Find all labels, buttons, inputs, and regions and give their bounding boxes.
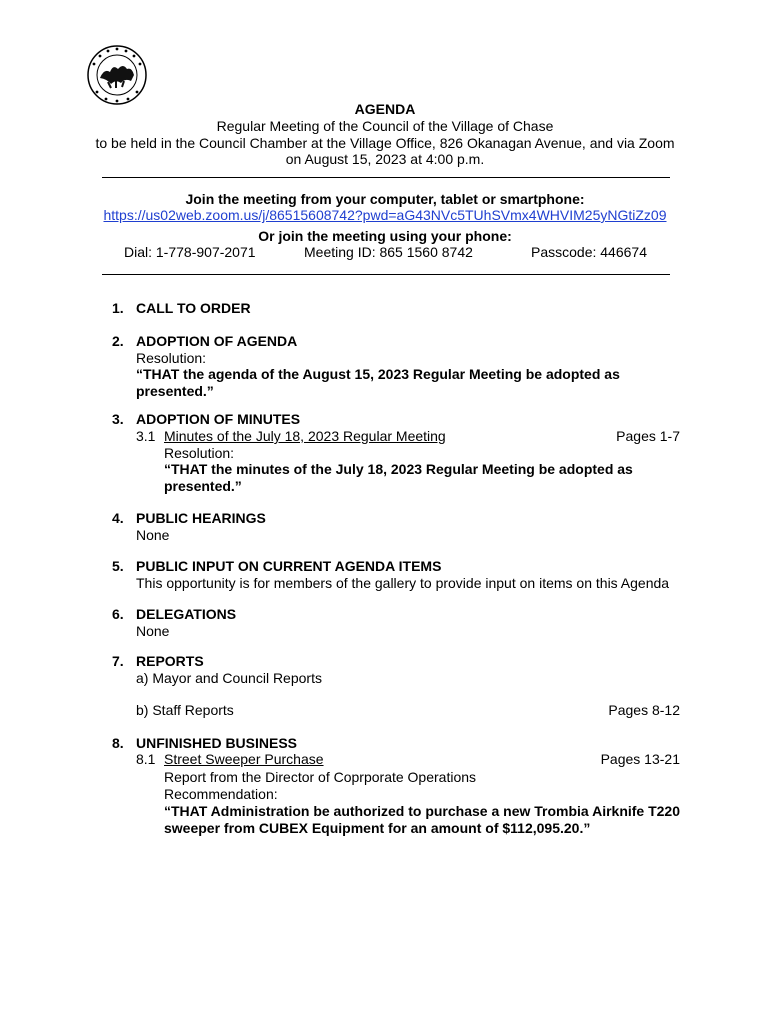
item-public-hearings: PUBLIC HEARINGS (136, 510, 266, 526)
phone-details (0, 244, 770, 262)
item-body: This opportunity is for members of the gallery to provide input on items on this Agenda (136, 575, 670, 591)
meeting-location: to be held in the Council Chamber at the Village Office, 826 Okanagan Avenue, and via Zoom (95, 135, 675, 151)
item-adoption-of-agenda: ADOPTION OF AGENDA (136, 333, 298, 349)
item-number: 6. (112, 606, 124, 622)
meeting-datetime: on August 15, 2023 at 4:00 p.m. (285, 151, 485, 167)
item-body: None (136, 623, 170, 639)
item-number: 3. (112, 411, 124, 427)
minutes-resolution-line1: “THAT the minutes of the July 18, 2023 Regular Meeting be adopted as (164, 461, 633, 477)
zoom-join-heading: Join the meeting from your computer, tablet or smartphone: (185, 191, 585, 207)
recommendation-label: Recommendation: (164, 786, 278, 802)
item-call-to-order: CALL TO ORDER (136, 300, 251, 316)
meeting-description: Regular Meeting of the Council of the Village of Chase (216, 118, 554, 134)
minutes-july-18-link[interactable]: Minutes of the July 18, 2023 Regular Meeting (164, 428, 446, 444)
report-source: Report from the Director of Coprporate Operations (164, 769, 477, 785)
pages-reference: Pages 8-12 (608, 702, 680, 718)
item-number: 7. (112, 653, 124, 669)
zoom-meeting-link[interactable]: https://us02web.zoom.us/j/86515608742?pwd=aG43NVc5TUhSVmx4WHVIM25yNGtiZz09 (103, 207, 667, 223)
pages-reference: Pages 13-21 (600, 751, 680, 767)
sweeper-recommendation-line1: “THAT Administration be authorized to purchase a new Trombia Airknife T220 (164, 803, 681, 819)
resolution-label: Resolution: (164, 445, 235, 461)
item-adoption-of-minutes: ADOPTION OF MINUTES (136, 411, 301, 427)
subitem-number: 3.1 (136, 428, 156, 444)
village-seal-logo (86, 44, 148, 106)
agenda-resolution-line1: “THAT the agenda of the August 15, 2023 Regular Meeting be adopted as (136, 366, 620, 382)
agenda-title: AGENDA (354, 101, 416, 117)
mayor-council-reports: a) Mayor and Council Reports (136, 670, 322, 686)
agenda-resolution-line2: presented.” (136, 383, 214, 399)
item-number: 8. (112, 735, 124, 751)
item-unfinished-business: UNFINISHED BUSINESS (136, 735, 298, 751)
item-reports: REPORTS (136, 653, 204, 669)
item-number: 1. (112, 300, 124, 316)
staff-reports: b) Staff Reports (136, 702, 234, 718)
item-number: 5. (112, 558, 124, 574)
subitem-number: 8.1 (136, 751, 156, 767)
minutes-resolution-line2: presented.” (164, 478, 242, 494)
meeting-id: Meeting ID: 865 1560 8742 (304, 244, 473, 260)
resolution-label: Resolution: (136, 350, 207, 366)
street-sweeper-link[interactable]: Street Sweeper Purchase (164, 751, 324, 767)
dial-number: Dial: 1-778-907-2071 (124, 244, 256, 260)
item-body: None (136, 527, 170, 543)
pages-reference: Pages 1-7 (616, 428, 680, 444)
item-number: 4. (112, 510, 124, 526)
sweeper-recommendation-line2: sweeper from CUBEX Equipment for an amount of $112,095.20.” (164, 820, 591, 836)
passcode: Passcode: 446674 (531, 244, 647, 260)
item-number: 2. (112, 333, 124, 349)
divider-top (102, 177, 670, 178)
item-delegations: DELEGATIONS (136, 606, 237, 622)
phone-join-heading: Or join the meeting using your phone: (258, 228, 512, 244)
item-public-input: PUBLIC INPUT ON CURRENT AGENDA ITEMS (136, 558, 442, 574)
divider-bottom (102, 274, 670, 275)
